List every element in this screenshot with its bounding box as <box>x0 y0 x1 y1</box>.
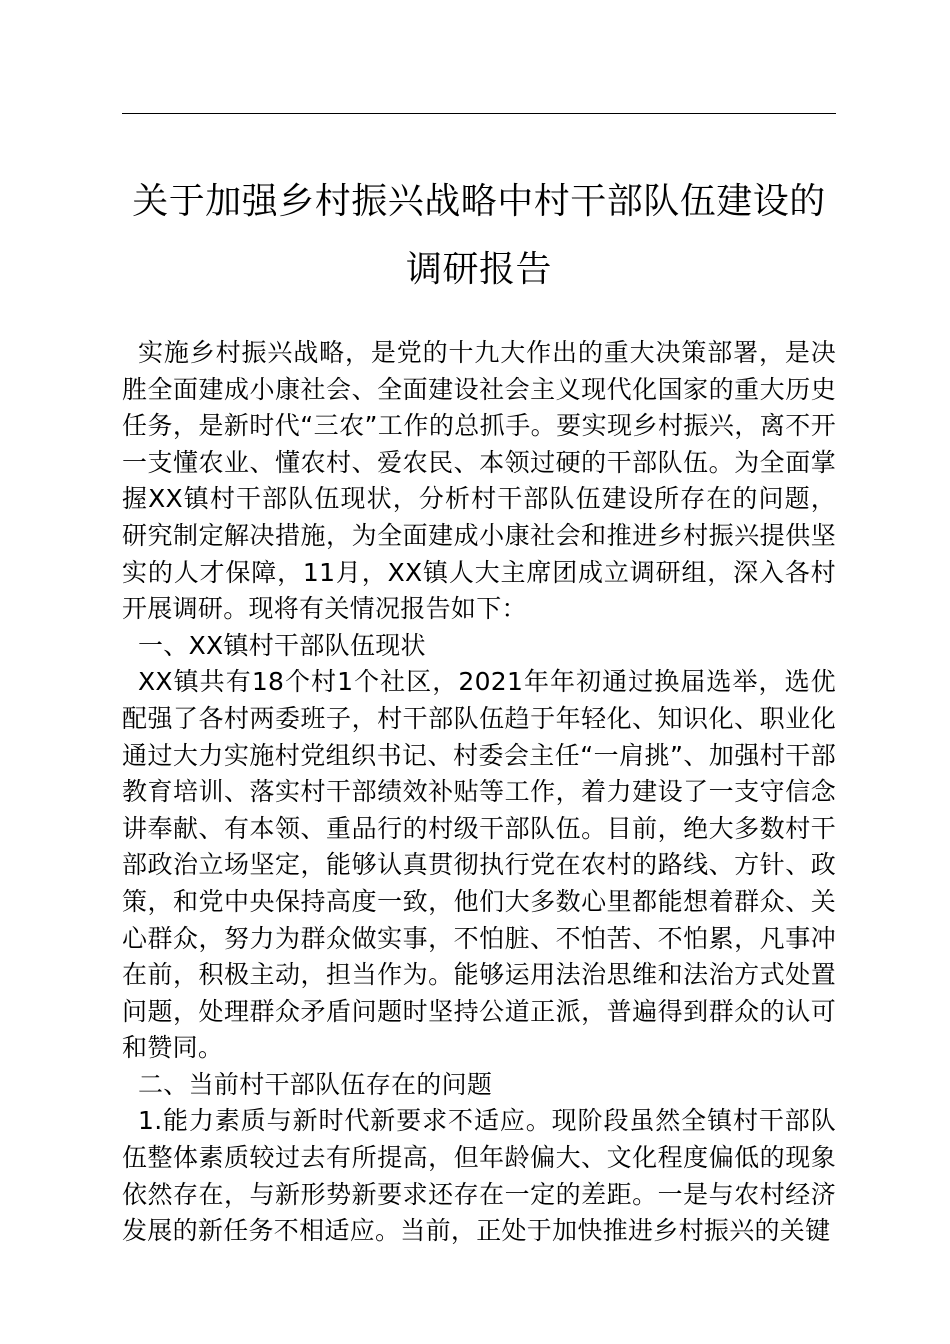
intro-paragraph: 实施乡村振兴战略，是党的十九大作出的重大决策部署，是决胜全面建成小康社会、全面建设社会主义现代化国家的重大历史任务，是新时代“三农”工作的总抓手。要实现乡村振兴，离不开一支懂农业、懂农村、爱农民、本领过硬的干部队伍。为全面掌握XX镇村干部队伍现状，分析村干部队伍建设所存在的问题，研究制定解决措施，为全面建成小康社会和推进乡村振兴提供坚实的人才保障，11月，XX镇人大主席团成立调研组，深入各村开展调研。现将有关情况报告如下： <box>122 338 836 624</box>
section-heading-1: 一、XX镇村干部队伍现状 <box>138 630 426 660</box>
document-title: 关于加强乡村振兴战略中村干部队伍建设的调研报告 <box>132 181 826 290</box>
document-body <box>122 335 836 1250</box>
section-paragraph-2: 1.能力素质与新时代新要求不适应。现阶段虽然全镇村干部队伍整体素质较过去有所提高，但年龄偏大、文化程度偏低的现象依然存在，与新形势新要求还存在一定的差距。一是与农村经济发展的新任务不相适应。当前，正处于加快推进乡村振兴的关键 <box>122 1106 836 1246</box>
header-rule <box>122 113 836 114</box>
section-heading-2: 二、当前村干部队伍存在的问题 <box>138 1069 493 1099</box>
section-paragraph-1: XX镇共有18个村1个社区，2021年年初通过换届选举，选优配强了各村两委班子，村干部队伍趋于年轻化、知识化、职业化通过大力实施村党组织书记、村委会主任“一肩挑”、加强村干部教育培训、落实村干部绩效补贴等工作，着力建设了一支守信念讲奉献、有本领、重品行的村级干部队伍。目前，绝大多数村干部政治立场坚定，能够认真贯彻执行党在农村的路线、方针、政策，和党中央保持高度一致，他们大多数心里都能想着群众、关心群众，努力为群众做实事，不怕脏、不怕苦、不怕累，凡事冲在前，积极主动，担当作为。能够运用法治思维和法治方式处置问题，处理群众矛盾问题时坚持公道正派，普遍得到群众的认可和赞同。 <box>122 667 836 1063</box>
